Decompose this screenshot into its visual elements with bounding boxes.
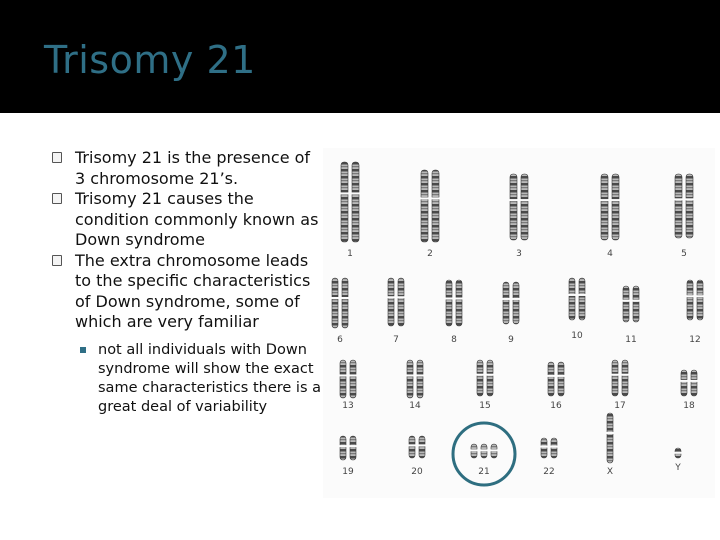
- chromosome-14: [407, 360, 413, 398]
- chromosome-label-12: 12: [689, 335, 701, 345]
- chromosome-12: [687, 280, 693, 320]
- karyotype-background: [323, 148, 715, 498]
- centromere: [340, 374, 347, 376]
- chromosome-19: [350, 436, 356, 460]
- chromosome-12: [697, 280, 703, 320]
- chromosome-4: [601, 174, 608, 240]
- centromere: [446, 297, 453, 299]
- box-bullet-icon: [52, 255, 62, 266]
- chromosome-22: [551, 438, 557, 458]
- chromosome-16: [548, 362, 554, 396]
- chromosome-label-7: 7: [393, 335, 399, 345]
- centromere: [687, 295, 694, 297]
- chromosome-label-19: 19: [342, 467, 354, 477]
- centromere: [697, 295, 704, 297]
- centromere: [675, 452, 682, 454]
- chromosome-17: [612, 360, 618, 396]
- chromosome-2: [432, 170, 439, 242]
- centromere: [551, 446, 558, 448]
- centromere: [388, 296, 395, 298]
- chromosome-22: [541, 438, 547, 458]
- chromosome-label-10: 10: [571, 331, 583, 341]
- bullet-item: [52, 148, 322, 189]
- karyotype-figure: [323, 148, 715, 498]
- centromere: [432, 197, 440, 199]
- centromere: [569, 294, 576, 296]
- centromere: [541, 446, 548, 448]
- chromosome-13: [350, 360, 356, 398]
- chromosome-5: [675, 174, 682, 238]
- centromere: [352, 192, 360, 194]
- centromere: [607, 432, 614, 434]
- chromosome-18: [691, 370, 697, 396]
- sub-bullet-item: [75, 341, 322, 417]
- centromere: [686, 198, 694, 200]
- chromosome-label-21: 21: [478, 467, 490, 477]
- centromere: [419, 444, 426, 446]
- chromosome-11: [623, 286, 629, 322]
- chromosome-label-16: 16: [550, 401, 562, 411]
- centromere: [521, 199, 529, 201]
- bullet-list: [52, 148, 322, 417]
- box-bullet-icon: [52, 193, 62, 204]
- chromosome-label-13: 13: [342, 401, 354, 411]
- chromosome-2: [421, 170, 428, 242]
- chromosome-label-18: 18: [683, 401, 695, 411]
- chromosome-17: [622, 360, 628, 396]
- centromere: [487, 374, 494, 376]
- chromosome-9: [503, 282, 509, 324]
- chromosome-label-X: X: [606, 467, 614, 477]
- centromere: [510, 199, 518, 201]
- chromosome-label-8: 8: [451, 335, 457, 345]
- chromosome-label-5: 5: [681, 249, 687, 259]
- centromere: [675, 198, 683, 200]
- chromosome-1: [352, 162, 359, 242]
- chromosome-label-2: 2: [427, 249, 433, 259]
- chromosome-8: [446, 280, 452, 326]
- chromosome-8: [456, 280, 462, 326]
- chromosome-label-1: 1: [347, 249, 353, 259]
- centromere: [623, 300, 630, 302]
- chromosome-label-11: 11: [625, 335, 637, 345]
- centromere: [342, 297, 349, 299]
- chromosome-3: [510, 174, 517, 240]
- bullet-item: [52, 251, 322, 333]
- centromere: [417, 374, 424, 376]
- chromosome-label-6: 6: [337, 335, 343, 345]
- centromere: [421, 197, 429, 199]
- centromere: [477, 374, 484, 376]
- chromosome-label-Y: Y: [675, 463, 681, 473]
- chromosome-label-15: 15: [479, 401, 491, 411]
- chromosome-6: [332, 278, 338, 328]
- chromosome-18: [681, 370, 687, 396]
- square-bullet-icon: [80, 347, 86, 353]
- chromosome-label-9: 9: [508, 335, 514, 345]
- chromosome-label-3: 3: [516, 249, 522, 259]
- chromosome-10: [569, 278, 575, 320]
- centromere: [612, 199, 620, 201]
- title-bar: [0, 0, 720, 113]
- chromosome-label-20: 20: [411, 467, 423, 477]
- chromosome-11: [633, 286, 639, 322]
- slide-title: Trisomy 21: [44, 38, 256, 82]
- chromosome-label-4: 4: [607, 249, 613, 259]
- bullet-text: Trisomy 21 is the presence of 3 chromosome 21’s.: [75, 148, 311, 188]
- centromere: [579, 294, 586, 296]
- chromosome-label-14: 14: [409, 401, 421, 411]
- chromosome-6: [342, 278, 348, 328]
- centromere: [548, 375, 555, 377]
- centromere: [681, 380, 688, 382]
- centromere: [601, 199, 609, 201]
- centromere: [407, 374, 414, 376]
- centromere: [332, 297, 339, 299]
- chromosome-7: [388, 278, 394, 326]
- chromosome-5: [686, 174, 693, 238]
- chromosome-15: [477, 360, 483, 396]
- chromosome-10: [579, 278, 585, 320]
- chromosome-14: [417, 360, 423, 398]
- bullet-text: The extra chromosome leads to the specific characteristics of Down syndrome, some of which are very familiar: [75, 250, 311, 331]
- bullet-text: Trisomy 21 causes the condition commonly known as Down syndrome: [75, 189, 319, 249]
- centromere: [409, 444, 416, 446]
- centromere: [612, 374, 619, 376]
- centromere: [350, 445, 357, 447]
- chromosome-1: [341, 162, 348, 242]
- karyotype-image: [323, 148, 715, 498]
- centromere: [471, 449, 478, 451]
- centromere: [350, 374, 357, 376]
- centromere: [558, 375, 565, 377]
- chromosome-19: [340, 436, 346, 460]
- sub-bullet-text: not all individuals with Down syndrome will show the exact same characteristics there is a great deal of variability: [98, 341, 322, 415]
- centromere: [456, 297, 463, 299]
- chromosome-13: [340, 360, 346, 398]
- chromosome-3: [521, 174, 528, 240]
- centromere: [340, 445, 347, 447]
- chromosome-4: [612, 174, 619, 240]
- centromere: [398, 296, 405, 298]
- box-bullet-icon: [52, 152, 62, 163]
- chromosome-X: [607, 413, 613, 463]
- centromere: [622, 374, 629, 376]
- chromosome-20: [409, 436, 415, 458]
- chromosome-label-17: 17: [614, 401, 626, 411]
- chromosome-9: [513, 282, 519, 324]
- chromosome-7: [398, 278, 404, 326]
- centromere: [481, 449, 488, 451]
- centromere: [491, 449, 498, 451]
- centromere: [691, 380, 698, 382]
- chromosome-label-22: 22: [543, 467, 555, 477]
- centromere: [513, 298, 520, 300]
- centromere: [633, 300, 640, 302]
- centromere: [341, 192, 349, 194]
- chromosome-15: [487, 360, 493, 396]
- chromosome-20: [419, 436, 425, 458]
- bullet-item: [52, 189, 322, 251]
- centromere: [503, 298, 510, 300]
- chromosome-16: [558, 362, 564, 396]
